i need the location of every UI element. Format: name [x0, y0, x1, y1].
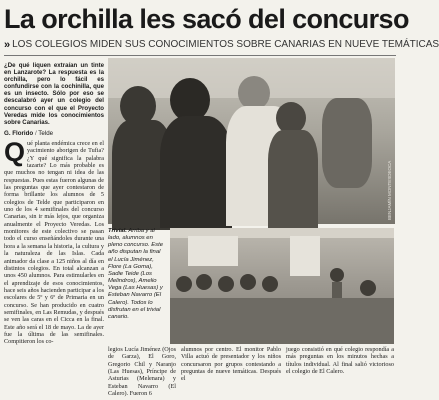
caption-title: Trivial.	[108, 228, 127, 234]
photo-students-microphone	[108, 58, 395, 224]
body-text-1: ué planta endémica crece en el yacimiento aborigen de Tufia? ¿Y qué significa la palabra tazarte? Lo más probable es que muchos no tengan ni idea de las respuestas. Pues estas fueron algunas de las preguntas que ayer contestaron de forma brillante los alumnos de 5 colegios de Telde que participaron en uno de los 4 semifinales del concurso Canarias, sin ir más lejos, que organiza anualmente el Proyecto Veredas. Los monitores de este colectivo se pasan todo el curso enseñándoles durante una hora a la semana la historia, la cultura y la naturaleza de las Islas. Cada animador da clase a 125 niños al día en distintos colegios. En total alcanzan a unos 450 alumnos. Para estimularles en el aprendizaje de esos conocimientos, hace seis años hacienden participar a los escolares de 5º y 6º de Primaria en un concurso. Se han producido en cuatro semifinales, en Las Remudas, y después se ven las caras en el Cicca en la final. Este año será el 18 de mayo. La de ayer fue la última de las semifinales. Compitieron los co-	[4, 140, 104, 346]
byline-separator: /	[34, 130, 37, 137]
double-chevron-right-icon: »	[4, 39, 11, 51]
body-column-2: legios Lucía Jiménez (Ojos de Garza), El Goro, Gregorio Chil y Naranjo (Las Huesas), Príncipe de Asturias (Melenara) y Esteban Navarro (El Calero). Fueron 6	[108, 346, 176, 398]
lead-paragraph: ¿De qué liquen extraían un tinte en Lanzarote? La respuesta es la orchilla, pero lo fácil es confundirse con la cochinilla, que es un insecto. Sólo por eso se descalabró ayer un colegio del concurso con el que el Proyecto Veredas mide los conocimientos sobre Canarias.	[4, 62, 104, 126]
caption-text: Arriba y al lado, alumnos en pleno concurso. Este año disputan la final el Lucía Jiménez, Flore (La Goma), Sadie Teide (Los Melindros), Amelio Vega (Las Huesas) y Esteban Navarro (El Calero). Todos lo disfrutan en el trivial canario.	[108, 228, 164, 320]
photo-credit: BENJAMÍN MONTESDEOCA	[387, 160, 392, 220]
byline-location: Telde	[38, 130, 54, 137]
subheadline	[4, 37, 439, 53]
byline-author: G. Florido	[4, 130, 34, 137]
body-column-1	[4, 137, 104, 392]
body-column-3: alumnos por centro. El monitor Pablo Villa actuó de presentador y los niños concursaron por grupos contestando a preguntas de nueve temáticas. Después el	[181, 346, 281, 383]
photo-caption	[108, 228, 166, 343]
drop-cap: Q	[4, 137, 26, 167]
subheadline-text: LOS COLEGIOS MIDEN SUS CONOCIMIENTOS SOBRE CANARIAS EN NUEVE TEMÁTICAS	[12, 39, 439, 50]
photo-classroom	[170, 228, 394, 344]
body-column-4: juego consistió en qué colegio respondía a más preguntas en los minutos hechas a títulos individual. Al final salió victorioso el colegio de El Calero.	[286, 346, 394, 376]
divider	[4, 55, 396, 56]
headline: La orchilla les sacó del concurso	[4, 4, 409, 34]
